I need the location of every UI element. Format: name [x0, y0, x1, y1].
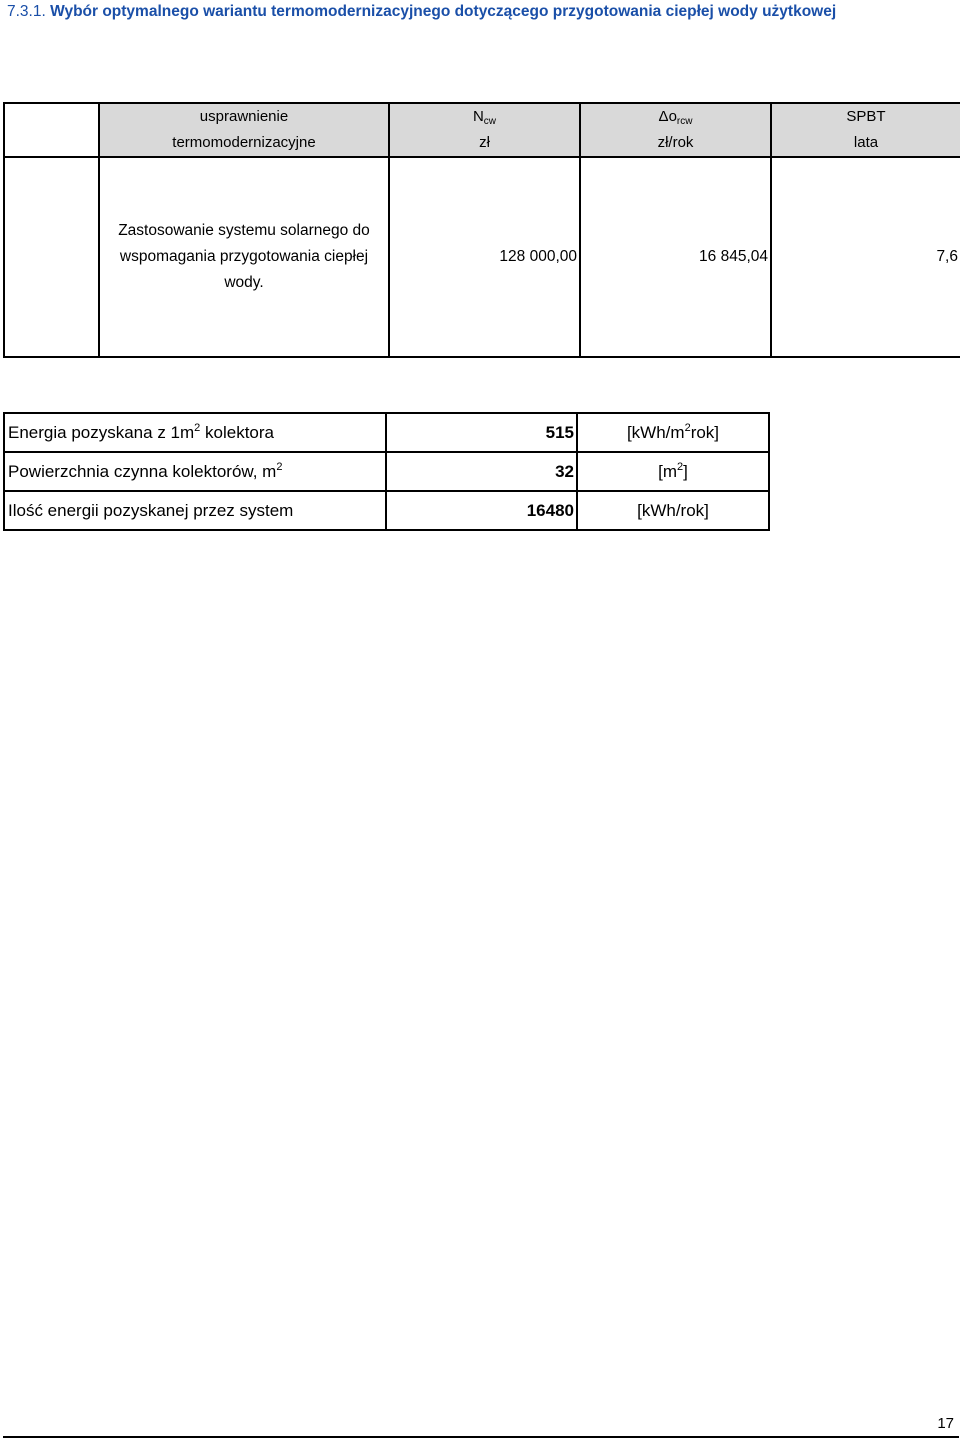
collector-energy-unit: $[kWh/m^2rok]$	[577, 413, 769, 452]
header-delta-o-rcw: $\Delta o_{rcw}$ zł/rok	[580, 103, 771, 157]
delta-o-rcw-value: 16 845,04	[580, 157, 771, 357]
table-row	[4, 452, 769, 491]
table-row	[4, 491, 769, 530]
n-cw-value: 128 000,00	[389, 157, 580, 357]
section-number: 7.3.1.	[7, 3, 46, 20]
row-blank-cell	[4, 157, 99, 357]
system-energy-value: 16480	[386, 491, 577, 530]
section-title: Wybór optymalnego wariantu termomodernizacyjnego dotyczącego przygotowania ciepłej wody użytkowej	[50, 3, 837, 20]
collector-area-label: Powierzchnia czynna kolektorów, $m^2$	[4, 452, 386, 491]
header-n-cw: $N_{cw}$ zł	[389, 103, 580, 157]
system-energy-label: Ilość energii pozyskanej przez system	[4, 491, 386, 530]
collector-area-value: 32	[386, 452, 577, 491]
improvement-table	[3, 102, 960, 358]
improvement-description: Zastosowanie systemu solarnego do wspomagania przygotowania ciepłej wody.	[99, 157, 389, 357]
footer-divider	[3, 1436, 959, 1438]
system-energy-unit: [kWh/rok]	[577, 491, 769, 530]
header-spbt: SPBT lata	[771, 103, 960, 157]
table-header-row	[4, 103, 960, 157]
collector-table	[3, 412, 770, 531]
collector-area-unit: $[m^2]$	[577, 452, 769, 491]
table-row	[4, 413, 769, 452]
page-number: 17	[937, 1415, 954, 1432]
header-improvement: usprawnienie termomodernizacyjne	[99, 103, 389, 157]
header-blank-cell	[4, 103, 99, 157]
table-row	[4, 157, 960, 357]
collector-energy-value: 515	[386, 413, 577, 452]
spbt-value: 7,6	[771, 157, 960, 357]
collector-energy-label: Energia pozyskana z $1m^2$ kolektora	[4, 413, 386, 452]
section-heading	[7, 3, 836, 21]
